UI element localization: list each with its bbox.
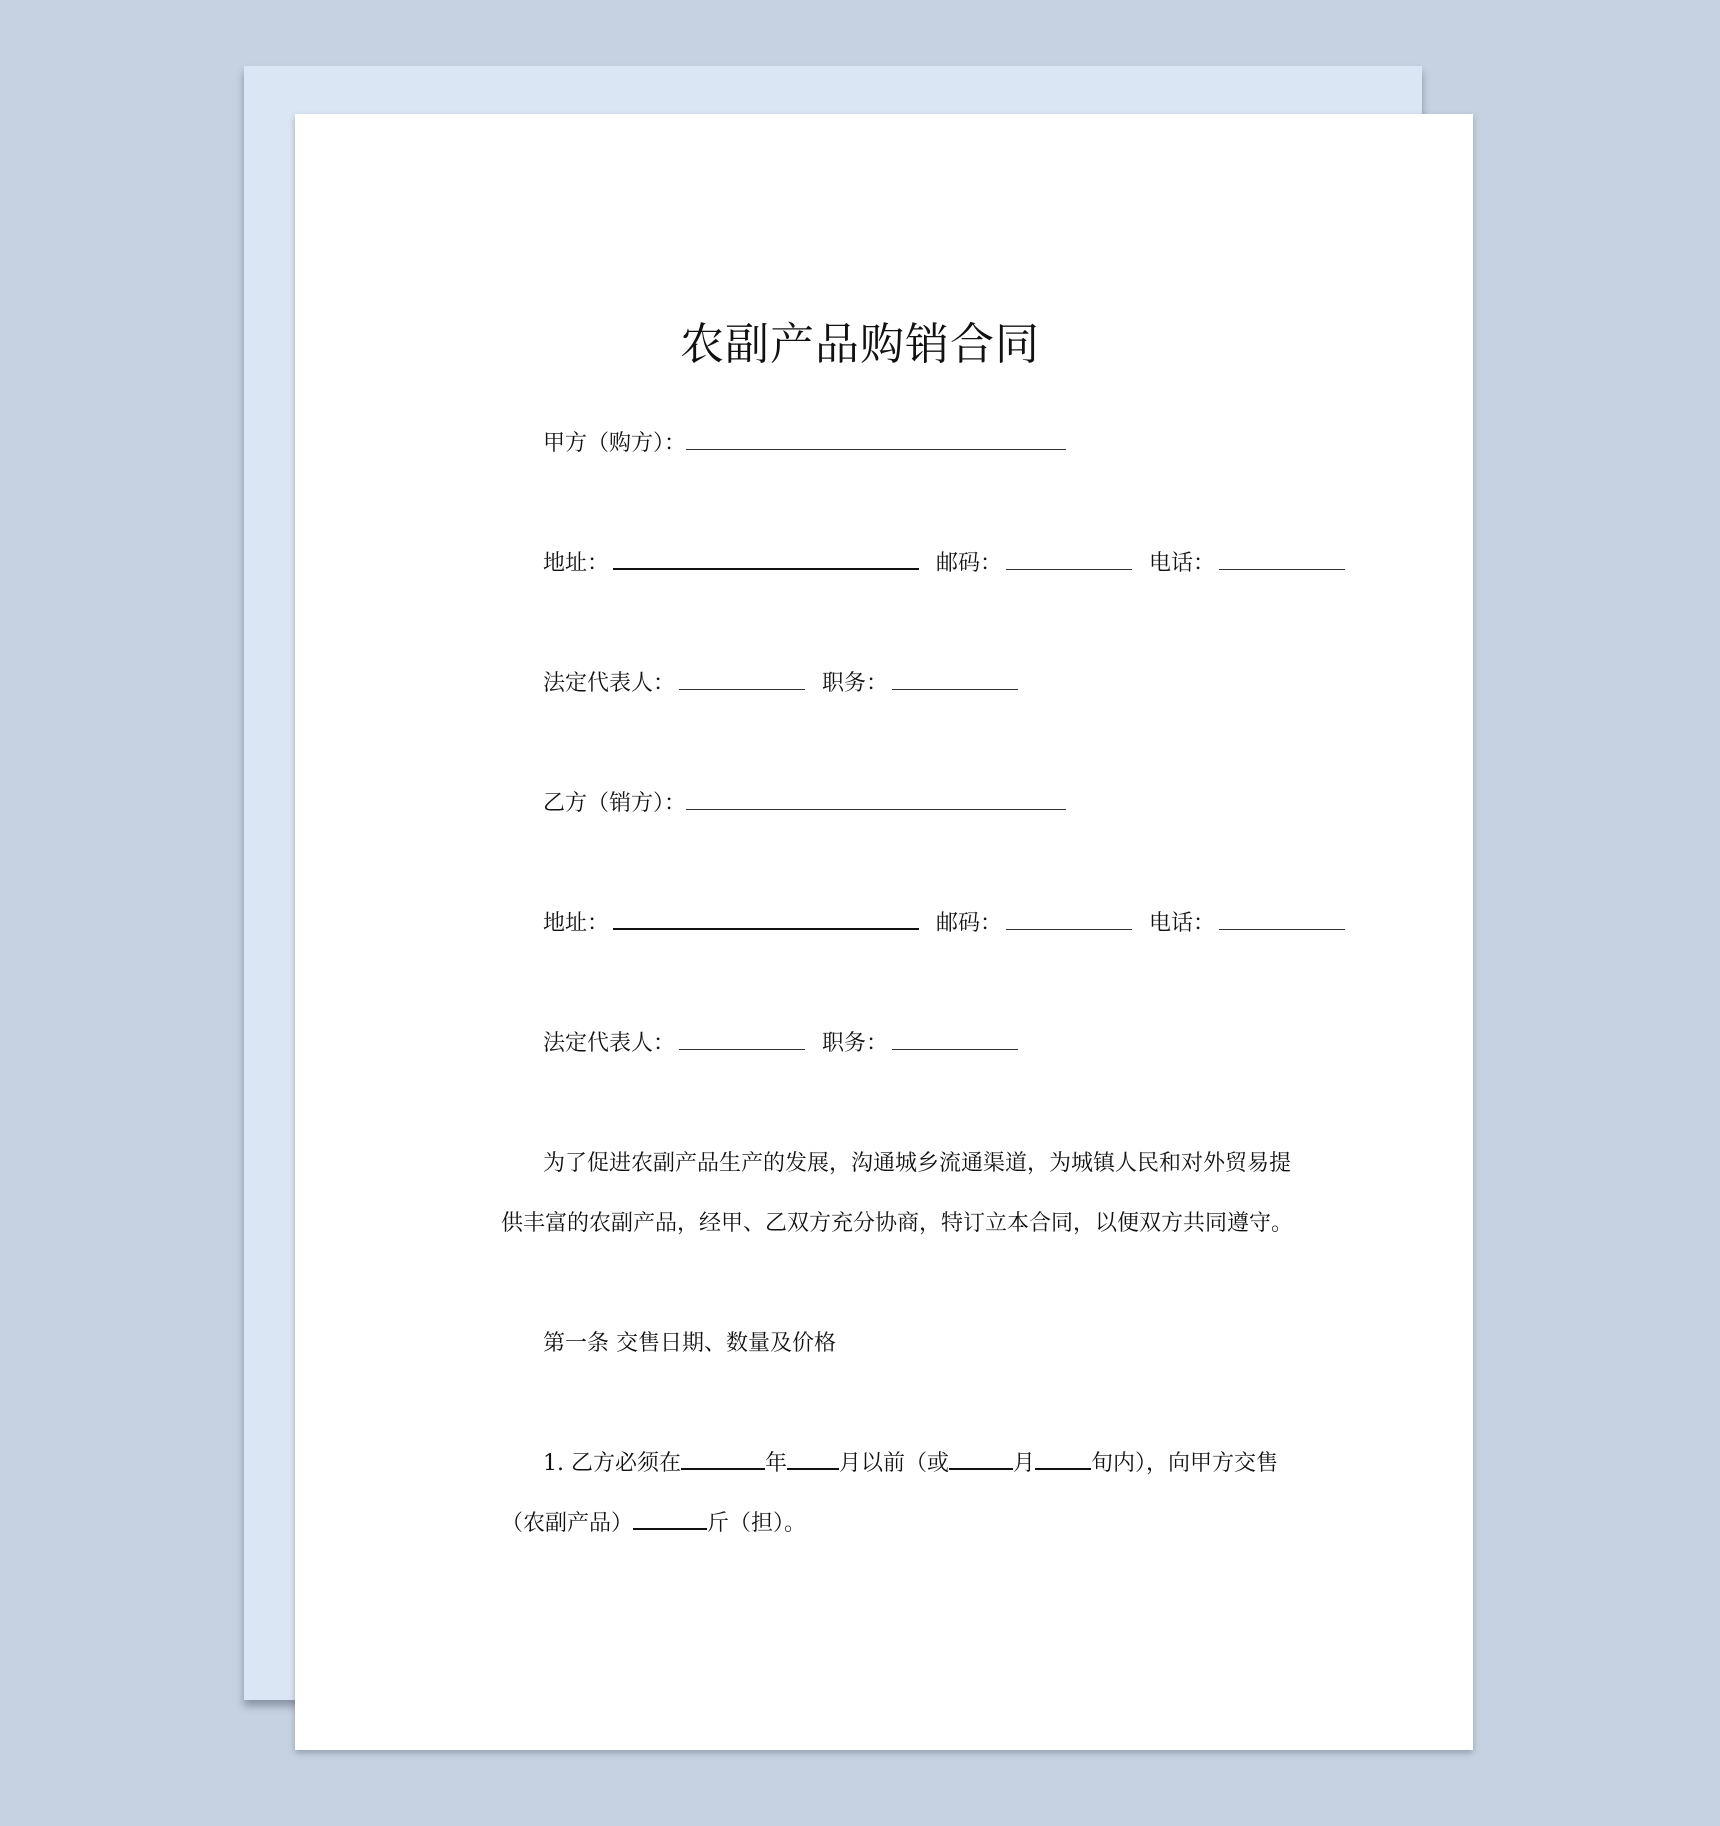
party-a-postcode-label: 邮码： — [936, 551, 1003, 576]
party-a-rep-field[interactable] — [679, 688, 805, 690]
party-b-rep-row — [543, 1030, 1018, 1058]
party-b-label: 乙方（销方）： — [543, 791, 687, 816]
clause-1-text-g: 斤（担）。 — [707, 1511, 807, 1536]
clause-1-line-1 — [543, 1450, 1278, 1478]
party-a-address-field[interactable] — [613, 567, 919, 570]
party-a-phone-field[interactable] — [1219, 568, 1345, 570]
article-1-heading: 第一条 交售日期、数量及价格 — [543, 1331, 836, 1356]
party-a-rep-row — [543, 670, 1018, 698]
clause-1-alt-month-field[interactable] — [949, 1467, 1013, 1470]
party-a-address-row — [543, 550, 1345, 578]
clause-1-text-c: 月以前（或 — [839, 1451, 950, 1476]
party-a-phone-label: 电话： — [1149, 551, 1216, 576]
party-a-position-field[interactable] — [892, 688, 1018, 690]
party-b-position-label: 职务： — [822, 1031, 889, 1056]
clause-1-period-field[interactable] — [1035, 1467, 1091, 1470]
clause-1-text-d: 月 — [1013, 1451, 1036, 1476]
clause-1-text-a: 1. 乙方必须在 — [543, 1451, 681, 1476]
clause-1-quantity-field[interactable] — [633, 1527, 707, 1530]
clause-1-month-field[interactable] — [787, 1467, 839, 1470]
party-b-row — [543, 790, 1066, 818]
party-a-label: 甲方（购方）： — [543, 431, 687, 456]
clause-1-text-f: （农副产品） — [501, 1511, 634, 1536]
party-b-rep-field[interactable] — [679, 1048, 805, 1050]
party-b-postcode-label: 邮码： — [936, 911, 1003, 936]
party-a-rep-label: 法定代表人： — [543, 671, 676, 696]
intro-paragraph-line-2: 供丰富的农副产品，经甲、乙双方充分协商，特订立本合同，以便双方共同遵守。 — [501, 1211, 1294, 1236]
party-a-address-label: 地址： — [543, 551, 610, 576]
party-b-phone-label: 电话： — [1149, 911, 1216, 936]
party-b-address-field[interactable] — [613, 927, 919, 930]
party-a-position-label: 职务： — [822, 671, 889, 696]
party-b-position-field[interactable] — [892, 1048, 1018, 1050]
party-b-name-field[interactable] — [686, 808, 1066, 810]
document-title: 农副产品购销合同 — [680, 319, 1040, 370]
clause-1-text-e: 旬内），向甲方交售 — [1091, 1451, 1279, 1476]
party-b-postcode-field[interactable] — [1006, 928, 1132, 930]
clause-1-year-field[interactable] — [681, 1467, 765, 1470]
clause-1-text-b: 年 — [764, 1451, 787, 1476]
party-b-phone-field[interactable] — [1219, 928, 1345, 930]
party-b-address-label: 地址： — [543, 911, 610, 936]
party-b-address-row — [543, 910, 1345, 938]
party-a-postcode-field[interactable] — [1006, 568, 1132, 570]
clause-1-line-2 — [501, 1510, 806, 1538]
intro-paragraph-line-1: 为了促进农副产品生产的发展，沟通城乡流通渠道，为城镇人民和对外贸易提 — [543, 1151, 1292, 1176]
party-b-rep-label: 法定代表人： — [543, 1031, 676, 1056]
party-a-row — [543, 430, 1066, 458]
party-a-name-field[interactable] — [686, 448, 1066, 450]
